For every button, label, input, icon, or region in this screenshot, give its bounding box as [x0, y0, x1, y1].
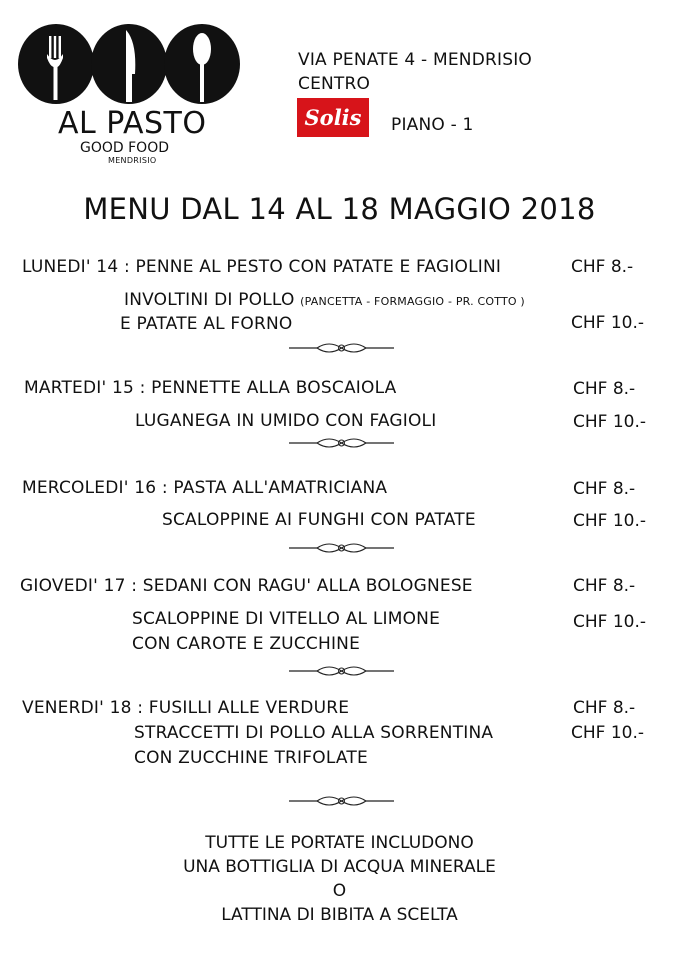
menu-line [22, 698, 349, 718]
menu-title: MENU DAL 14 AL 18 MAGGIO 2018 [83, 192, 596, 226]
logo-plate-right [164, 24, 240, 104]
brand-name: AL PASTO [58, 106, 207, 141]
dish-price: CHF 10.- [571, 723, 645, 743]
ornament-divider-icon [289, 339, 394, 357]
dish-name: LUGANEGA IN UMIDO CON FAGIOLI [135, 411, 437, 431]
logo-plate-left [18, 24, 94, 104]
dish-price: CHF 10.- [573, 511, 647, 531]
dish-price: CHF 10.- [571, 313, 645, 333]
footer-line-2: UNA BOTTIGLIA DI ACQUA MINERALE [183, 857, 496, 877]
dish-price: CHF 8.- [573, 576, 636, 596]
dish-name-continued: CON ZUCCHINE TRIFOLATE [134, 748, 368, 768]
shopping-center-label: CENTRO [298, 74, 371, 94]
brand-city: MENDRISIO [108, 156, 157, 165]
floor-label: PIANO - 1 [391, 115, 474, 135]
dish-name: PENNE AL PESTO CON PATATE E FAGIOLINI [135, 257, 502, 277]
dish-price: CHF 8.- [571, 257, 634, 277]
menu-line [24, 378, 396, 398]
dish-price: CHF 8.- [573, 698, 636, 718]
dish-name: PENNETTE ALLA BOSCAIOLA [151, 378, 397, 398]
restaurant-logo [16, 22, 242, 106]
dish-price: CHF 10.- [573, 612, 647, 632]
ornament-divider-icon [289, 792, 394, 810]
dish-name: FUSILLI ALLE VERDURE [148, 698, 350, 718]
dish-price: CHF 10.- [573, 412, 647, 432]
footer-line-1: TUTTE LE PORTATE INCLUDONO [205, 833, 474, 853]
footer-line-3: O [332, 881, 347, 901]
day-label: VENERDI' 18 : [22, 698, 144, 718]
dish-name-continued: CON CAROTE E ZUCCHINE [132, 634, 361, 654]
dish-name: SCALOPPINE DI VITELLO AL LIMONE [132, 609, 441, 629]
day-label: GIOVEDI' 17 : [20, 576, 138, 596]
footer-line-4: LATTINA DI BIBITA A SCELTA [221, 905, 458, 925]
solis-store-logo: Solis [297, 98, 369, 137]
ornament-divider-icon [289, 539, 394, 557]
menu-line [124, 290, 525, 310]
ornament-divider-icon [289, 662, 394, 680]
ornament-divider-icon [289, 434, 394, 452]
dish-name: SCALOPPINE AI FUNGHI CON PATATE [162, 510, 476, 530]
brand-tagline: GOOD FOOD [80, 140, 169, 156]
dish-name: INVOLTINI DI POLLO [124, 290, 295, 310]
dish-name-continued: E PATATE AL FORNO [120, 314, 293, 334]
dish-price: CHF 8.- [573, 479, 636, 499]
dish-price: CHF 8.- [573, 379, 636, 399]
menu-line [22, 257, 501, 277]
dish-note: (PANCETTA - FORMAGGIO - PR. COTTO ) [300, 295, 525, 308]
dish-name: STRACCETTI DI POLLO ALLA SORRENTINA [134, 723, 494, 743]
day-label: MARTEDI' 15 : [24, 378, 146, 398]
menu-line [20, 576, 473, 596]
dish-name: PASTA ALL'AMATRICIANA [173, 478, 388, 498]
dish-name: SEDANI CON RAGU' ALLA BOLOGNESE [142, 576, 473, 596]
menu-line [22, 478, 387, 498]
logo-plate-middle [91, 24, 167, 104]
day-label: MERCOLEDI' 16 : [22, 478, 168, 498]
address: VIA PENATE 4 - MENDRISIO [298, 50, 533, 70]
day-label: LUNEDI' 14 : [22, 257, 130, 277]
